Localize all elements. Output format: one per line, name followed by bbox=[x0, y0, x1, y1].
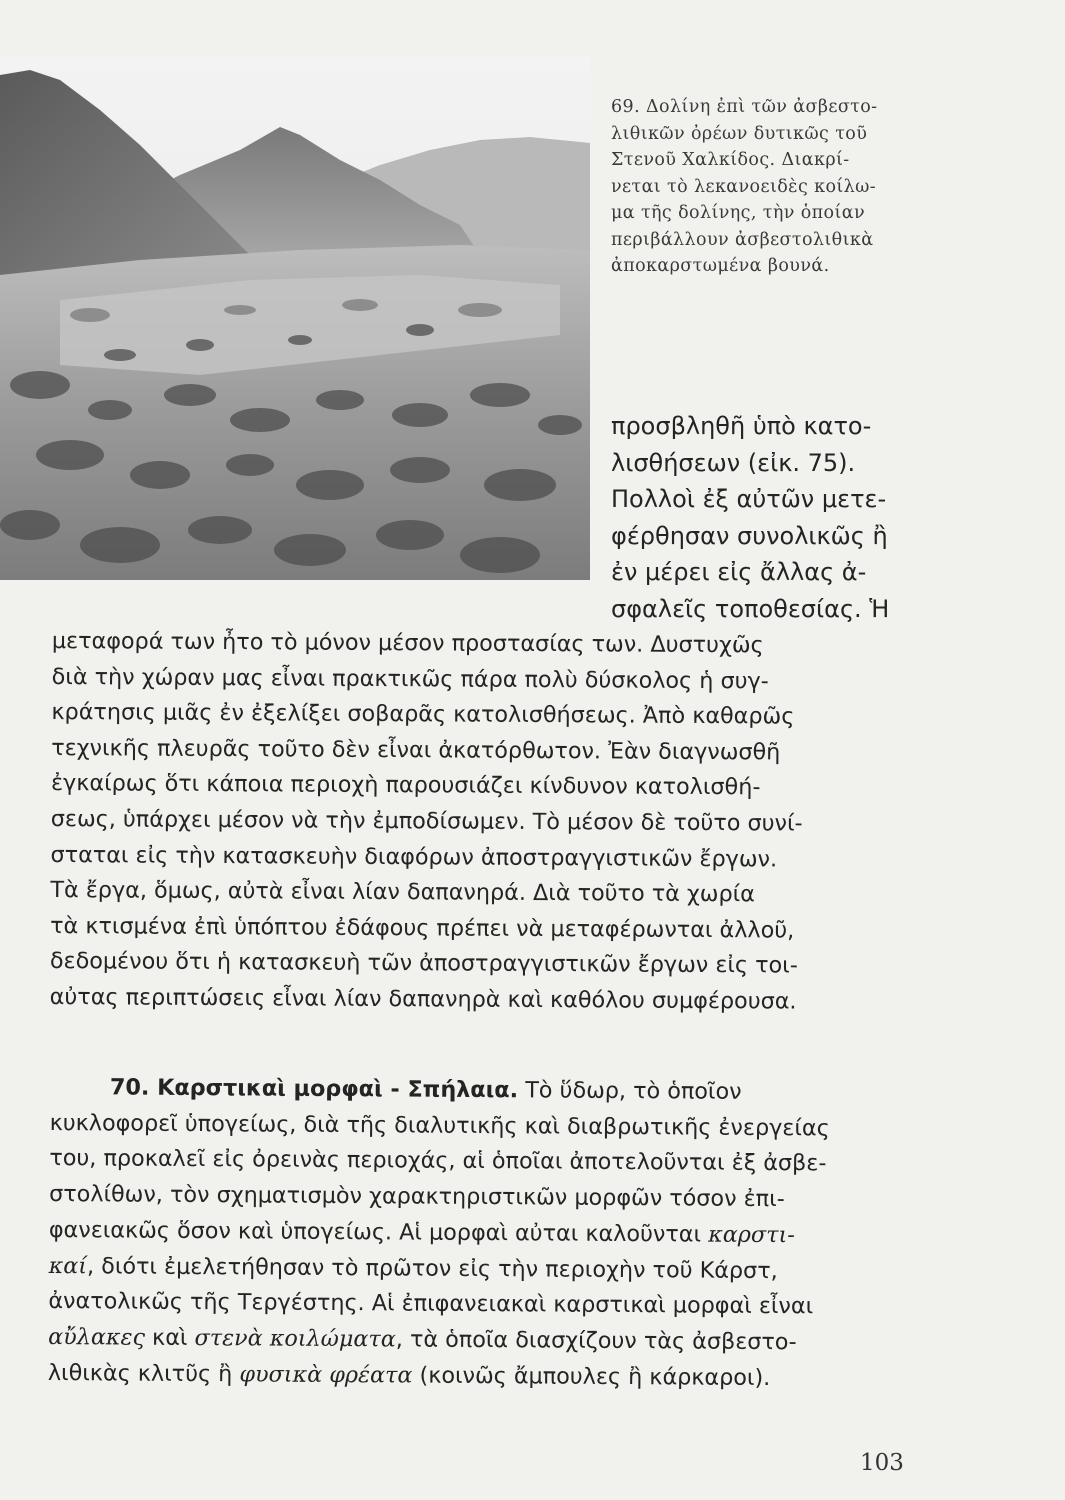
text-line: διὰ τὴν χώραν μας εἶναι πρακτικῶς πάρα πολὺ δύσκολος ἡ συγ- bbox=[51, 663, 769, 694]
doline-photograph bbox=[0, 55, 590, 580]
italic-term: φυσικὰ φρέατα bbox=[239, 1360, 413, 1389]
text-run: καὶ bbox=[144, 1324, 195, 1351]
text-line: ἐγκαίρως ὅτι κάποια περιοχὴ παρουσιάζει κίνδυνον κατολισθή- bbox=[50, 770, 761, 801]
text-line: στολίθων, τὸν σχηματισμὸν χαρακτηριστικῶν μορφῶν τόσον ἐπι- bbox=[49, 1181, 785, 1213]
text-line bbox=[49, 1249, 919, 1291]
text-line: ἐν μέρει εἰς ἄλλας ἀ- bbox=[611, 558, 867, 586]
text-line: αὐτας περιπτώσεις εἶναι λίαν δαπανηρὰ καὶ καθόλου συμφέρουσα. bbox=[49, 983, 797, 1015]
text-run: , τὰ ὁποῖα διασχίζουν τὰς ἀσβεστο- bbox=[395, 1326, 797, 1356]
text-line bbox=[48, 1356, 918, 1398]
text-line: του, προκαλεῖ εἰς ὀρεινὰς περιοχάς, αἱ ὁποῖαι ἀποτελοῦνται ἐξ ἀσβε- bbox=[49, 1145, 827, 1177]
page-number: 103 bbox=[860, 1450, 904, 1476]
caption-line: μα τῆς δολίνης, τὴν ὁποίαν bbox=[611, 203, 866, 223]
section-heading: 70. Καρστικαὶ μορφαὶ - Σπήλαια. bbox=[109, 1074, 519, 1104]
section-70 bbox=[48, 1070, 920, 1397]
caption-line: λιθικῶν ὀρέων δυτικῶς τοῦ bbox=[611, 123, 868, 144]
text-line: Τὰ ἔργα, ὅμως, αὐτὰ εἶναι λίαν δαπανηρά. Διὰ τοῦτο τὰ χωρία bbox=[50, 877, 755, 908]
caption-line: νεται τὸ λεκανοειδὲς κοίλω- bbox=[611, 176, 877, 197]
text-run: Τὸ ὕδωρ, τὸ ὁποῖον bbox=[518, 1077, 742, 1105]
text-run: , διότι ἐμελετήθησαν τὸ πρῶτον εἰς τὴν περιοχὴν τοῦ Κάρστ, bbox=[86, 1252, 778, 1284]
text-line: σεως, ὑπάρχει μέσον νὰ τὴν ἐμποδίσωμεν. Τὸ μέσον δὲ τοῦτο συνί- bbox=[50, 805, 803, 837]
italic-term: καί bbox=[48, 1252, 88, 1279]
text-line: δεδομένου ὅτι ἡ κατασκευὴ τῶν ἀποστραγγιστικῶν ἔργων εἰς τοι- bbox=[49, 948, 798, 979]
section-first-line bbox=[50, 1070, 920, 1112]
italic-term: στενὰ κοιλώματα bbox=[194, 1324, 396, 1353]
body-text-narrow bbox=[611, 408, 911, 627]
caption-line: ἀποκαρστωμένα βουνά. bbox=[611, 256, 830, 276]
caption-line: 69. Δολίνη ἐπὶ τῶν ἀσβεστο- bbox=[611, 97, 878, 117]
text-line: ἀνατολικῶς τῆς Τεργέστης. Αἱ ἐπιφανειακαὶ καρστικαὶ μορφαὶ εἶναι bbox=[48, 1288, 814, 1320]
text-line bbox=[48, 1320, 918, 1362]
landscape-image bbox=[0, 55, 590, 580]
text-line: τὰ κτισμένα ἐπὶ ὑπόπτου ἐδάφους πρέπει νὰ μεταφέρωνται ἀλλοῦ, bbox=[50, 912, 795, 944]
text-line bbox=[49, 1213, 919, 1255]
text-run: λιθικὰς κλιτῦς ἢ bbox=[47, 1359, 240, 1387]
text-run: φανειακῶς ὅσον καὶ ὑπογείως. Αἱ μορφαὶ αὐται καλοῦνται bbox=[48, 1216, 709, 1248]
text-line: λισθήσεων (εἰκ. 75). bbox=[611, 448, 856, 477]
text-line: Πολλοὶ ἐξ αὐτῶν μετε- bbox=[611, 485, 887, 513]
figure-caption bbox=[611, 94, 921, 280]
text-line: σφαλεῖς τοποθεσίας. Ἡ bbox=[611, 594, 890, 623]
italic-term: καρστι- bbox=[708, 1221, 795, 1249]
text-run: (κοινῶς ἄμπουλες ἢ κάρκαροι). bbox=[412, 1362, 771, 1391]
text-line: σταται εἰς τὴν κατασκευὴν διαφόρων ἀποστραγγιστικῶν ἔργων. bbox=[50, 841, 778, 872]
caption-line: περιβάλλουν ἀσβεστολιθικὰ bbox=[611, 229, 874, 250]
text-line: φέρθησαν συνολικῶς ἢ bbox=[611, 521, 888, 550]
caption-line: Στενοῦ Χαλκίδος. Διακρί- bbox=[611, 150, 850, 170]
text-line: τεχνικῆς πλευρᾶς τοῦτο δὲν εἶναι ἀκατόρθωτον. Ἐὰν διαγνωσθῆ bbox=[51, 734, 781, 766]
text-line: προσβληθῆ ὑπὸ κατο- bbox=[611, 412, 872, 440]
text-line: μεταφορά των ἦτο τὸ μόνον μέσον προστασίας των. Δυστυχῶς bbox=[51, 627, 764, 659]
italic-term: αὔλακες bbox=[48, 1323, 146, 1351]
text-line: κυκλοφορεῖ ὑπογείως, διὰ τῆς διαλυτικῆς καὶ διαβρωτικῆς ἐνεργείας bbox=[49, 1109, 830, 1142]
body-text-wide bbox=[50, 624, 922, 1021]
text-line: κράτησις μιᾶς ἐν ἐξελίξει σοβαρᾶς κατολισθήσεως. Ἀπὸ καθαρῶς bbox=[51, 699, 795, 730]
